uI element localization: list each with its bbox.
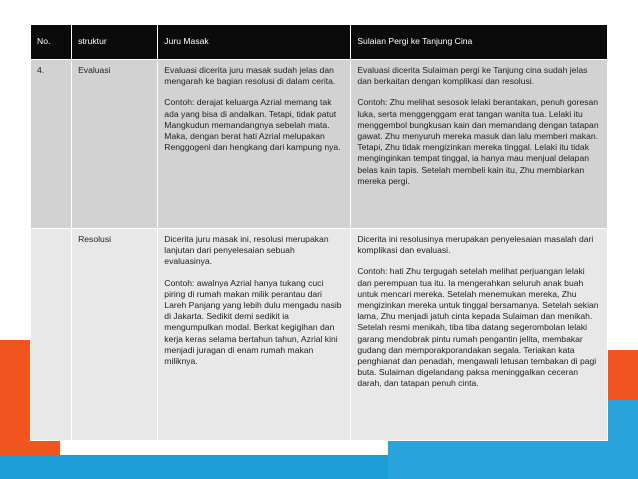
cell-juru-masak <box>158 60 351 229</box>
cell-paragraph: Dicerita ini resolusinya merupakan penyelesaian masalah dari komplikasi dan evaluasi. <box>357 234 594 256</box>
header-struktur: struktur <box>72 25 158 60</box>
cell-no <box>31 229 72 441</box>
decorative-blue-stripe-bottom <box>0 455 420 479</box>
cell-paragraph: Contoh: derajat keluarga Azrial memang tak ada yang bisa di andalkan. Tetapi, tidak patut Mangkudun memandangnya sebelah mata. Maka, dengan berat hati Azrial melupakan Renggogeni dan hengkang dari kampung nya. <box>164 97 341 153</box>
cell-paragraph: Contoh: Zhu melihat sesosok lelaki berantakan, penuh goresan luka, serta menggenggam erat tangan wanita tua. Lelaki itu menggembol bungkusan kain dan memandang dengan tatapan gawat. Zhu menyuruh mereka masuk dan lalu memberi makan. Tetapi, Zhu tidak mengizinkan mereka tinggal. Lelaki itu tidak menginginkan tempat tinggal, ia hanya mau menjual delapan belas kain tapis. Setelah membeli kain itu, Zhu membiarkan mereka pergi. <box>357 97 599 186</box>
header-sulaian: Sulaian Pergi ke Tanjung Cina <box>351 25 608 60</box>
table-row <box>31 60 608 229</box>
table-row <box>31 229 608 441</box>
cell-paragraph: Contoh: hati Zhu tergugah setelah melihat perjuangan lelaki dan perempuan tua itu. Ia mengerahkan seluruh anak buah untuk mencari mereka. Setelah menemukan mereka, Zhu mengizinkan mereka untuk tinggal bersamanya. Setelah sekian lama, Zhu menjadi jatuh cinta kepada Sulaiman dan menikah. Setelah resmi menikah, tiba tiba datang segerombolan lelaki garang mendobrak pintu rumah pengantin jelita, membakar gudang dan memporakporandakan segala. Teriakan kata penghianat dan penadah, mengawali letusan tembakan di pagi buta. Sulaiman digelandang paksa meninggalkan ceceran darah, dan tatapan penuh cinta. <box>357 266 599 389</box>
cell-struktur: Resolusi <box>72 229 158 441</box>
cell-no: 4. <box>31 60 72 229</box>
table-header-row <box>31 25 608 60</box>
cell-sulaian <box>351 229 608 441</box>
comparison-table <box>30 24 608 441</box>
cell-paragraph: Evaluasi dicerita juru masak sudah jelas dan mengarah ke bagian resolusi di dalam cerita. <box>164 65 336 87</box>
header-juru-masak: Juru Masak <box>158 25 351 60</box>
cell-juru-masak <box>158 229 351 441</box>
cell-struktur: Evaluasi <box>72 60 158 229</box>
cell-sulaian <box>351 60 608 229</box>
header-no: No. <box>31 25 72 60</box>
cell-paragraph: Contoh: awalnya Azrial hanya tukang cuci piring di rumah makan milik perantau dari Lareh Panjang yang lebih dulu mengadu nasib di Jakarta. Sedikit demi sedikit ia mengumpulkan modal. Berkat kegigihan dan kerja keras selama bertahun tahun, Azrial kini menjadi juragan di enam rumah makan miliknya. <box>164 277 342 367</box>
cell-paragraph: Dicerita juru masak ini, resolusi merupakan lanjutan dari penyelesaian sebuah evaluasinya. <box>164 234 329 267</box>
cell-paragraph: Evaluasi dicerita Sulaiman pergi ke Tanjung cina sudah jelas dan berkaitan dengan komplikasi dan resolusi. <box>357 65 588 87</box>
